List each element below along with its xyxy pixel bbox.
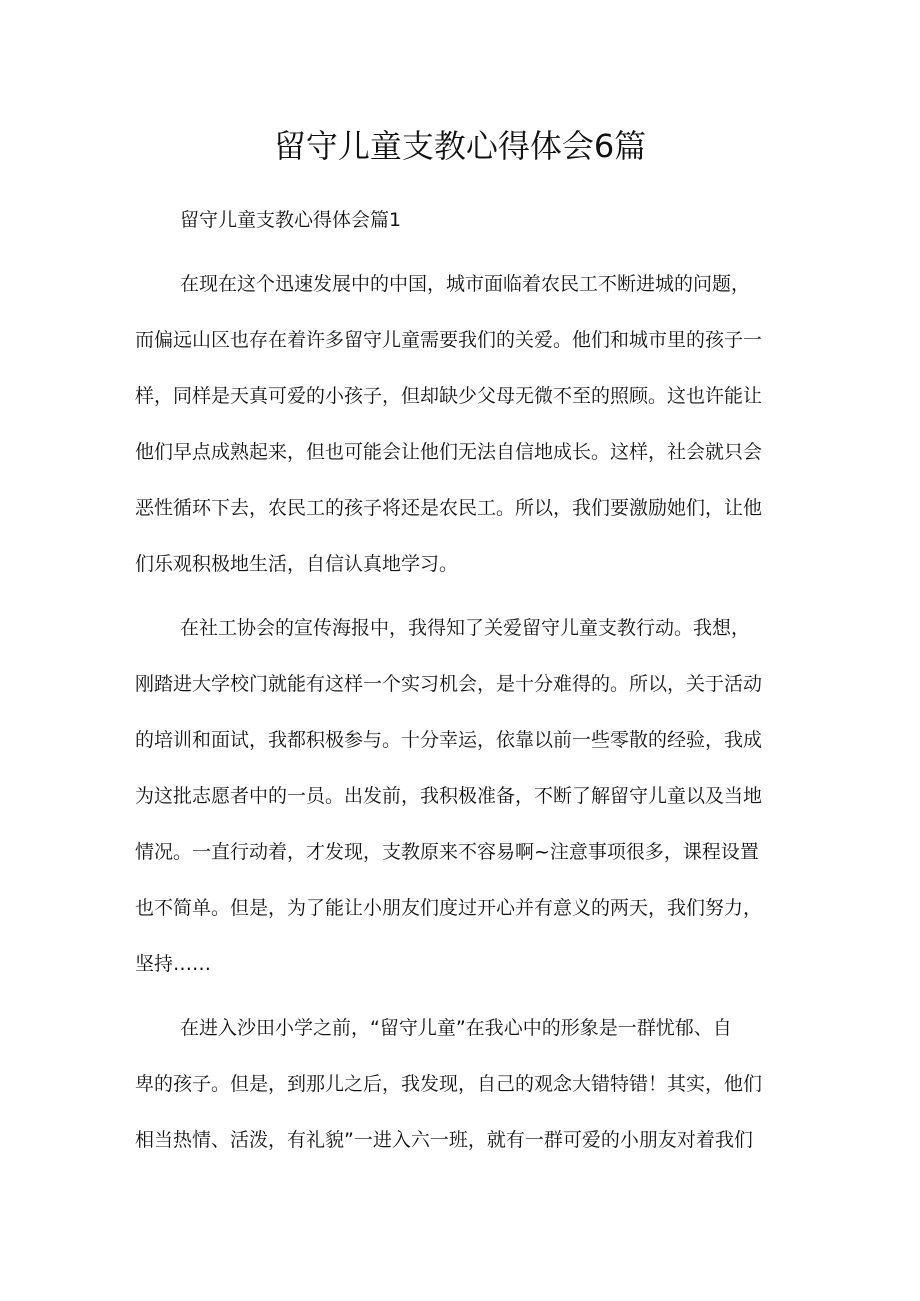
section-heading: 留守儿童支教心得体会篇1 <box>180 209 402 231</box>
paragraph-line: 坚持…… <box>135 953 212 975</box>
paragraph-line: 卑的孩子。但是，到那儿之后，我发现，自己的观念大错特错！其实，他们 <box>135 1073 763 1095</box>
paragraph-1 <box>135 256 795 592</box>
paragraph-line: 也不简单。但是，为了能让小朋友们度过开心并有意义的两天，我们努力， <box>135 897 763 919</box>
paragraph-line: 刚踏进大学校门就能有这样一个实习机会，是十分难得的。所以，关于活动 <box>135 673 763 695</box>
paragraph-line: 的培训和面试，我都积极参与。十分幸运，依靠以前一些零散的经验，我成 <box>135 729 763 751</box>
paragraph-3 <box>135 1000 795 1168</box>
paragraph-line: 们乐观积极地生活，自信认真地学习。 <box>135 553 459 575</box>
paragraph-line: 在现在这个迅速发展中的中国，城市面临着农民工不断进城的问题， <box>180 273 751 295</box>
paragraph-line: 在进入沙田小学之前，“留守儿童”在我心中的形象是一群忧郁、自 <box>180 1017 732 1039</box>
paragraph-line: 而偏远山区也存在着许多留守儿童需要我们的关爱。他们和城市里的孩子一 <box>135 329 763 351</box>
paragraph-line: 他们早点成熟起来，但也可能会让他们无法自信地成长。这样，社会就只会 <box>135 441 763 463</box>
paragraph-line: 相当热情、活泼，有礼貌”一进入六一班，就有一群可爱的小朋友对着我们 <box>135 1129 753 1151</box>
document-title: 留守儿童支教心得体会6篇 <box>273 127 647 165</box>
paragraph-2 <box>135 600 795 992</box>
paragraph-line: 在社工协会的宣传海报中，我得知了关爱留守儿童支教行动。我想， <box>180 617 751 639</box>
paragraph-line: 为这批志愿者中的一员。出发前，我积极准备，不断了解留守儿童以及当地 <box>135 785 763 807</box>
paragraph-line: 恶性循环下去，农民工的孩子将还是农民工。所以，我们要激励她们，让他 <box>135 497 763 519</box>
paragraph-line: 情况。一直行动着，才发现，支教原来不容易啊~注意事项很多，课程设置 <box>135 841 759 863</box>
paragraph-line: 样，同样是天真可爱的小孩子，但却缺少父母无微不至的照顾。这也许能让 <box>135 385 763 407</box>
